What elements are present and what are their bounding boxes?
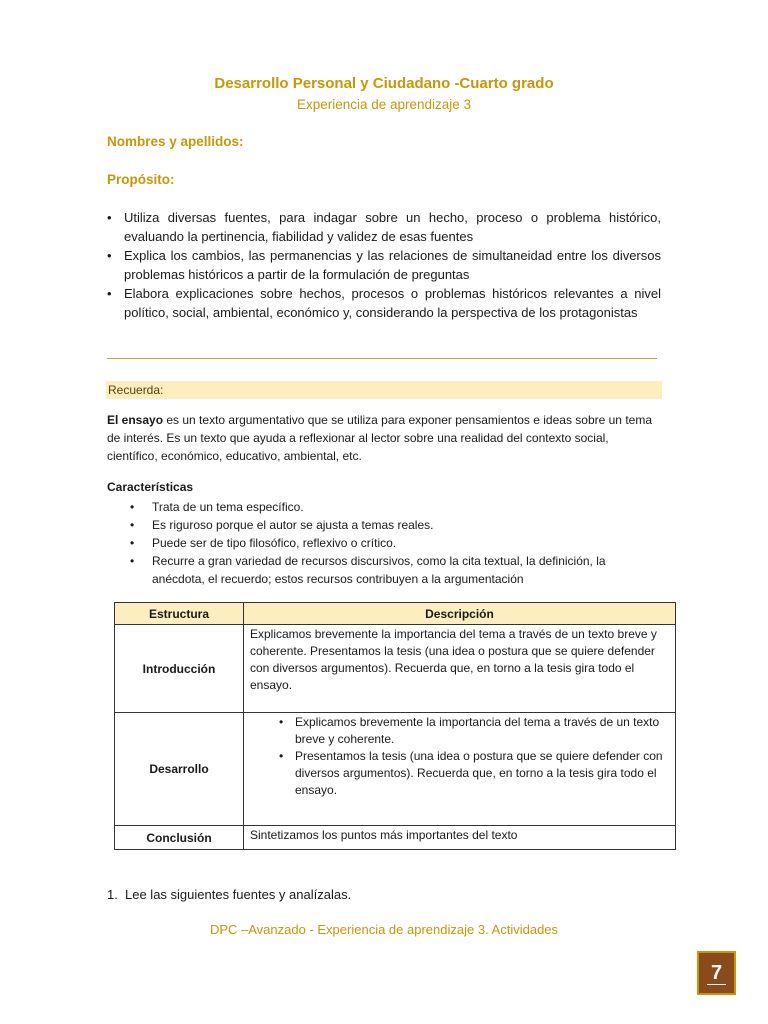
page-footer: DPC –Avanzado - Experiencia de aprendizaje 3. Actividades xyxy=(209,922,559,937)
development-list xyxy=(250,714,669,799)
page-number-badge xyxy=(697,951,736,995)
column-header-structure: Estructura xyxy=(115,603,244,625)
purpose-list xyxy=(107,208,661,322)
row-description-development xyxy=(244,713,676,826)
structure-table xyxy=(114,602,676,850)
row-description-introduction: Explicamos brevemente la importancia del tema a través de un texto breve y coherente. Presentamos la tesis (una idea o postura que se quiere defender con diversos argumentos). Recuerda que, en torno a la tesis gira todo el ensayo. xyxy=(244,625,676,713)
recuerda-banner: Recuerda: xyxy=(106,381,662,399)
essay-definition xyxy=(107,411,655,465)
row-label-introduction: Introducción xyxy=(115,625,244,713)
characteristics-list xyxy=(128,498,648,588)
characteristics-title: Características xyxy=(107,480,194,494)
row-label-conclusion: Conclusión xyxy=(115,826,244,850)
purpose-item: • Explica los cambios, las permanencias y las relaciones de simultaneidad entre los diversos problemas históricos a partir de la formulación de preguntas xyxy=(107,246,661,284)
table-row xyxy=(115,826,676,850)
document-title: Desarrollo Personal y Ciudadano -Cuarto grado xyxy=(214,75,554,92)
purpose-item: • Utiliza diversas fuentes, para indagar sobre un hecho, proceso o problema histórico, evaluando la pertinencia, fiabilidad y validez de esas fuentes xyxy=(107,208,661,246)
divider-line xyxy=(107,358,657,359)
column-header-description: Descripción xyxy=(244,603,676,625)
document-subtitle: Experiencia de aprendizaje 3 xyxy=(296,97,472,112)
activity-step xyxy=(107,887,351,902)
purpose-label: Propósito: xyxy=(107,172,175,187)
purpose-item: • Elabora explicaciones sobre hechos, procesos o problemas históricos relevantes a nivel político, social, ambiental, económico y, considerando la perspectiva de los protagonistas xyxy=(107,284,661,322)
step-text: Lee las siguientes fuentes y analízalas. xyxy=(125,887,352,902)
step-number: 1. xyxy=(107,887,118,902)
characteristic-item: • Es riguroso porque el autor se ajusta a temas reales. xyxy=(128,516,648,534)
page-number: 7 xyxy=(707,962,726,985)
development-item: • Explicamos brevemente la importancia del tema a través de un texto breve y coherente. xyxy=(279,714,669,748)
characteristic-item: • Recurre a gran variedad de recursos discursivos, como la cita textual, la definición, la anécdota, el recuerdo; estos recursos contribuyen a la argumentación xyxy=(128,552,648,588)
names-label: Nombres y apellidos: xyxy=(107,134,244,149)
table-row xyxy=(115,625,676,713)
table-header-row xyxy=(115,603,676,625)
essay-term: El ensayo xyxy=(107,413,164,427)
development-item: • Presentamos la tesis (una idea o postura que se quiere defender con diversos argumentos). Recuerda que, en torno a la tesis gira todo el ensayo. xyxy=(279,748,669,799)
row-label-development: Desarrollo xyxy=(115,713,244,826)
table-row xyxy=(115,713,676,826)
row-description-conclusion: Sintetizamos los puntos más importantes del texto xyxy=(244,826,676,850)
characteristic-item: • Puede ser de tipo filosófico, reflexivo o crítico. xyxy=(128,534,648,552)
essay-definition-text: es un texto argumentativo que se utiliza para exponer pensamientos e ideas sobre un tema de interés. Es un texto que ayuda a reflexionar al lector sobre una realidad del contexto social, científico, económico, educativo, ambiental, etc. xyxy=(107,413,652,463)
characteristic-item: • Trata de un tema específico. xyxy=(128,498,648,516)
